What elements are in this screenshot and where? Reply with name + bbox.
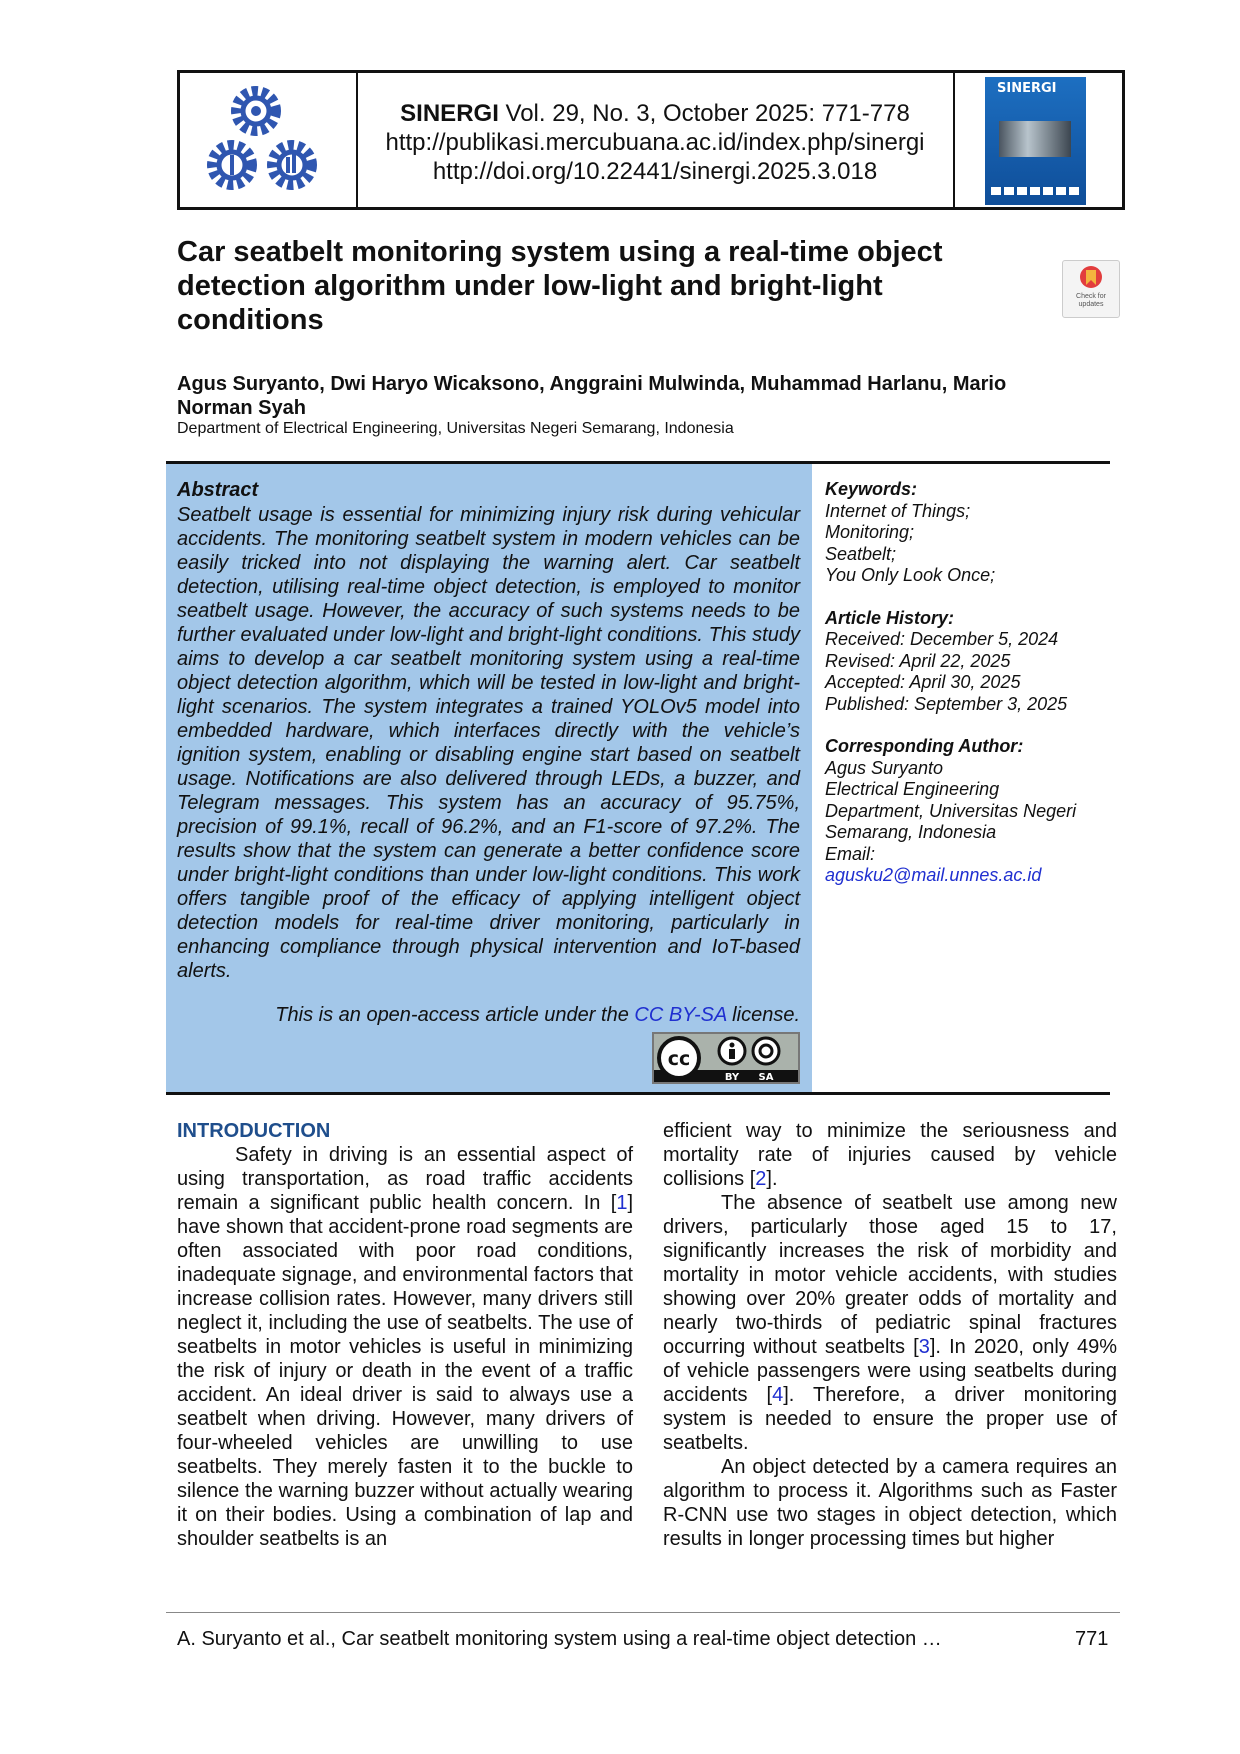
body-column-right [663,1119,1117,1551]
keywords-heading: Keywords: [825,479,918,499]
article-metadata-sidebar [825,479,1110,887]
history-item: Received: December 5, 2024 [825,629,1059,649]
introduction-heading: INTRODUCTION [177,1120,331,1142]
keyword-item: Seatbelt; [825,543,897,564]
body-paragraph: Safety in driving is an essential aspect of using transportation, as road traffic accidents remain a significant public health concern. In [1] have shown that accident-prone road segments are often associated with poor road conditions, inadequate signage, and environmental factors that increase collision rates. However, many drivers still neglect it, including the use of seatbelts. The use of seatbelts in motor vehicles is useful in minimizing the risk of injury or death in the event of a traffic accident. An ideal driver is said to always use a seatbelt when driving. However, many drivers of four-wheeled vehicles are unwilling to use seatbelts. They merely fasten it to the buckle to silence the warning buzzer without actually wearing it on their bodies. Using a combination of lap and shoulder seatbelts is an [177,1144,633,1550]
page-number: 771 [1075,1628,1109,1650]
citation-link[interactable]: 4 [772,1384,784,1406]
citation-link[interactable]: 2 [755,1168,767,1190]
cover-title: SINERGI [997,81,1057,96]
citation-link[interactable]: 1 [616,1192,628,1214]
cover-photo [999,121,1071,157]
abstract-text: Seatbelt usage is essential for minimizing injury risk during vehicular accidents. The monitoring seatbelt system in modern vehicles can be easily tricked into not displaying the warning alert. Car seatbelt detection, utilising real-time object detection, is employed to monitor seatbelt usage. However, the accuracy of such systems needs to be further evaluated under low-light and bright-light conditions. This study aims to develop a car seatbelt monitoring system using a real-time object detection algorithm, which will be tested in low-light and bright-light scenarios. The system integrates a trained YOLOv5 model into embedded hardware, which interfaces directly with the vehicle’s ignition system, enabling or disabling engine start based on seatbelt usage. Notifications are also delivered through LEDs, a buzzer, and Telegram messages. This system has an accuracy of 95.75%, precision of 99.1%, recall of 96.2%, and an F1-score of 97.2%. The results show that the system can generate a better confidence score under bright-light conditions than under low-light conditions. This work offers tangible proof of the efficacy of applying intelligent object detection models for real-time driver monitoring, particularly in enhancing compliance through physical intervention and IoT-based alerts. [177,504,800,982]
running-footer: A. Suryanto et al., Car seatbelt monitoring system using a real-time object detection … [177,1628,942,1650]
body-paragraph: efficient way to minimize the seriousness and mortality rate of injuries caused by vehicle collisions [2]. [663,1120,1117,1190]
footer-rule [166,1612,1120,1613]
section-rule [166,1092,1110,1095]
crossmark-icon [1079,265,1103,291]
abstract-heading: Abstract [177,479,259,501]
sa-label: SA [758,1072,774,1082]
by-label: BY [724,1072,740,1082]
journal-gear-logo [204,81,326,201]
paper-title: Car seatbelt monitoring system using a real-time object detection algorithm under low-light and bright-light conditions [177,236,943,336]
cc-license-icon [654,1034,798,1082]
body-paragraph: An object detected by a camera requires an algorithm to process it. Algorithms such as Faster R-CNN use two stages in object detection, which results in longer processing times but higher [663,1456,1117,1550]
keyword-item: Internet of Things; [825,500,971,521]
affiliation: Department of Electrical Engineering, Universitas Negeri Semarang, Indonesia [177,420,734,437]
cc-by-sa-link[interactable]: CC BY-SA [634,1004,727,1026]
cover-strip [991,187,1079,195]
keyword-item: Monitoring; [825,522,915,542]
corresponding-line: Email: [825,843,876,864]
corresponding-line: Department, Universitas Negeri [825,800,1077,821]
history-heading: Article History: [825,607,955,628]
volume-info: Vol. 29, No. 3, October 2025: 771-778 [498,100,910,127]
journal-info [360,99,950,186]
citation-link[interactable]: 3 [918,1336,930,1358]
corresponding-line: Agus Suryanto [825,757,944,778]
journal-url[interactable]: http://publikasi.mercubuana.ac.id/index.php/sinergi [385,129,925,156]
author-list: Agus Suryanto, Dwi Haryo Wicaksono, Anggraini Mulwinda, Muhammad Harlanu, Mario Norman Syah [177,373,1007,419]
corresponding-line: Electrical Engineering [825,779,1000,799]
body-paragraph: The absence of seatbelt use among new drivers, particularly those aged 15 to 17, significantly increases the risk of morbidity and mortality in motor vehicle accidents, with studies showing over 20% greater odds of mortality and nearly two-thirds of pediatric spinal fractures occurring without seatbelts [3]. In 2020, only 49% of vehicle passengers were using seatbelts during accidents [4]. Therefore, a driver monitoring system is needed to ensure the proper use of seatbelts. [663,1192,1117,1454]
license-suffix: license. [726,1004,800,1026]
journal-name: SINERGI [400,100,499,127]
cc-by-sa-badge[interactable] [652,1032,800,1084]
cc-text: cc [667,1048,691,1070]
header-divider [356,73,358,207]
license-statement [177,1004,800,1027]
keyword-item: You Only Look Once; [825,565,996,585]
check-for-updates-badge[interactable] [1062,260,1120,318]
doi-link[interactable]: http://doi.org/10.22441/sinergi.2025.3.018 [432,158,878,185]
body-column-left [177,1119,633,1551]
corresponding-line: Semarang, Indonesia [825,822,997,842]
corresponding-email-link[interactable]: agusku2@mail.unnes.ac.id [825,865,1042,885]
history-item: Revised: April 22, 2025 [825,650,1011,671]
header-divider [953,73,955,207]
corresponding-heading: Corresponding Author: [825,736,1024,756]
license-prefix: This is an open-access article under the [275,1004,635,1026]
journal-header [177,70,1125,210]
history-item: Accepted: April 30, 2025 [825,672,1021,692]
history-item: Published: September 3, 2025 [825,693,1068,714]
journal-cover-image [985,77,1086,205]
crossmark-label: Check for updates [1076,293,1106,308]
